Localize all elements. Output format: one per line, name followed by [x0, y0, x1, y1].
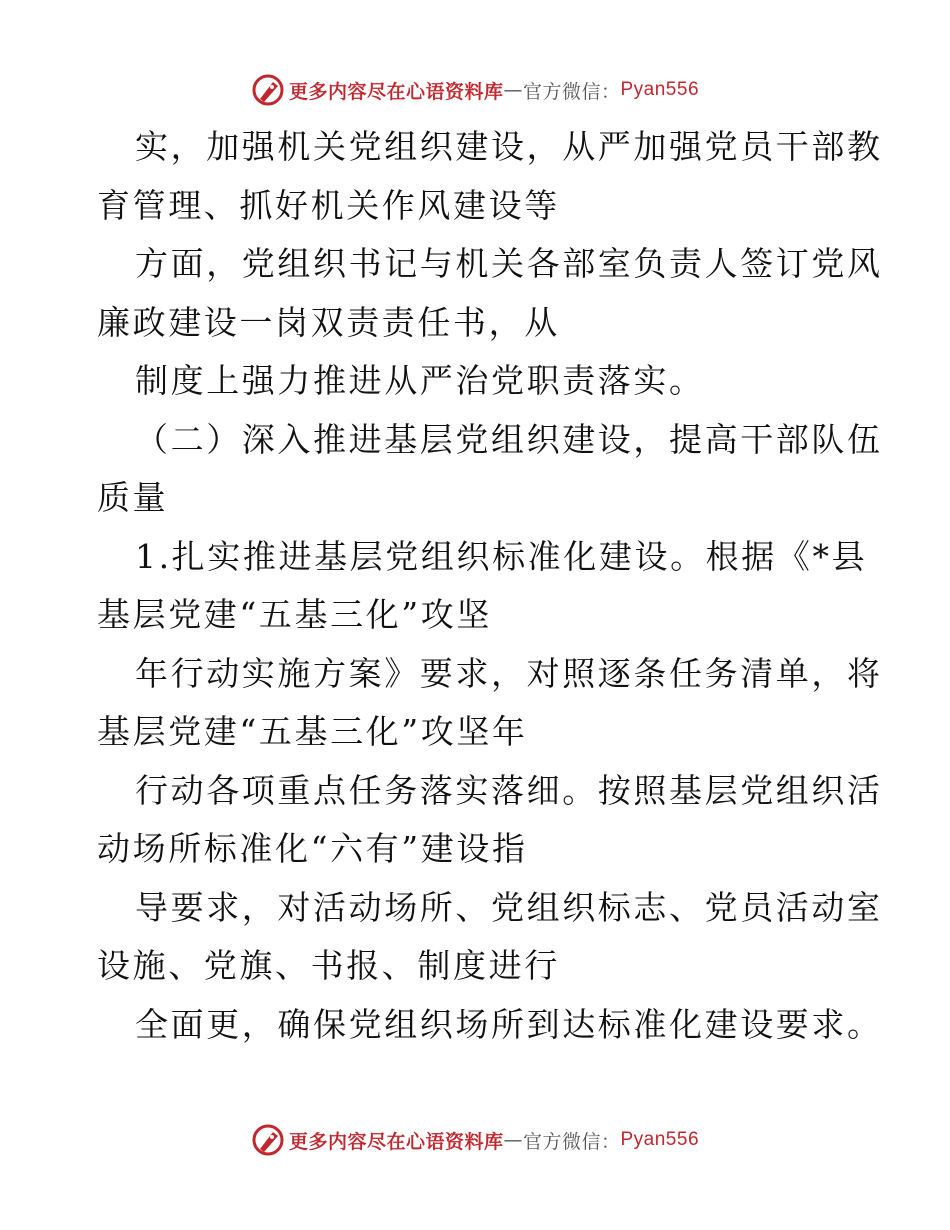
- pen-nib-logo-icon: [251, 1123, 285, 1157]
- text-line: 动场所标准化“六有”建设指: [97, 829, 528, 868]
- banner-brand-text: 更多内容尽在心语资料库: [288, 1130, 504, 1153]
- footer-banner: [0, 1120, 950, 1160]
- text-line: 设施、党旗、书报、制度进行: [97, 946, 560, 985]
- text-line: 年行动实施方案》要求，对照逐条任务清单，将: [135, 653, 883, 693]
- text-line: 育管理、抓好机关作风建设等: [97, 185, 560, 225]
- text-line: 全面更，确保党组织场所到达标准化建设要求。: [135, 1004, 883, 1044]
- document-body: [97, 118, 883, 1054]
- section-heading: （二）深入推进基层党组织建设，提高干部队伍: [135, 419, 883, 459]
- banner-dash: —: [503, 79, 523, 101]
- header-banner: [0, 70, 950, 110]
- banner-dash: —: [503, 1129, 523, 1151]
- text-line: 基层党建“五基三化”攻坚年: [97, 712, 528, 751]
- text-line: 制度上强力推进从严治党职责落实。: [135, 361, 705, 400]
- banner-brand-text: 更多内容尽在心语资料库: [288, 80, 504, 103]
- section-heading-continued: 质量: [97, 478, 169, 517]
- text-line: 导要求，对活动场所、党组织标志、党员活动室: [135, 887, 883, 927]
- banner-wechat-id: Pyan556: [620, 1129, 700, 1150]
- banner-wechat-id: Pyan556: [620, 79, 700, 100]
- text-line: 实，加强机关党组织建设，从严加强党员干部教: [135, 127, 883, 166]
- text-line: 1.扎实推进基层党组织标准化建设。根据《*县: [135, 536, 868, 576]
- text-line: 行动各项重点任务落实落细。按照基层党组织活: [135, 770, 883, 810]
- text-line: 廉政建设一岗双责责任书，从: [97, 302, 560, 342]
- pen-nib-logo-icon: [251, 73, 285, 107]
- text-line: 方面，党组织书记与机关各部室负责人签订党风: [135, 244, 883, 283]
- banner-wechat-label: 官方微信：: [522, 1130, 621, 1153]
- banner-wechat-label: 官方微信：: [522, 80, 621, 103]
- text-line: 基层党建“五基三化”攻坚: [97, 595, 492, 634]
